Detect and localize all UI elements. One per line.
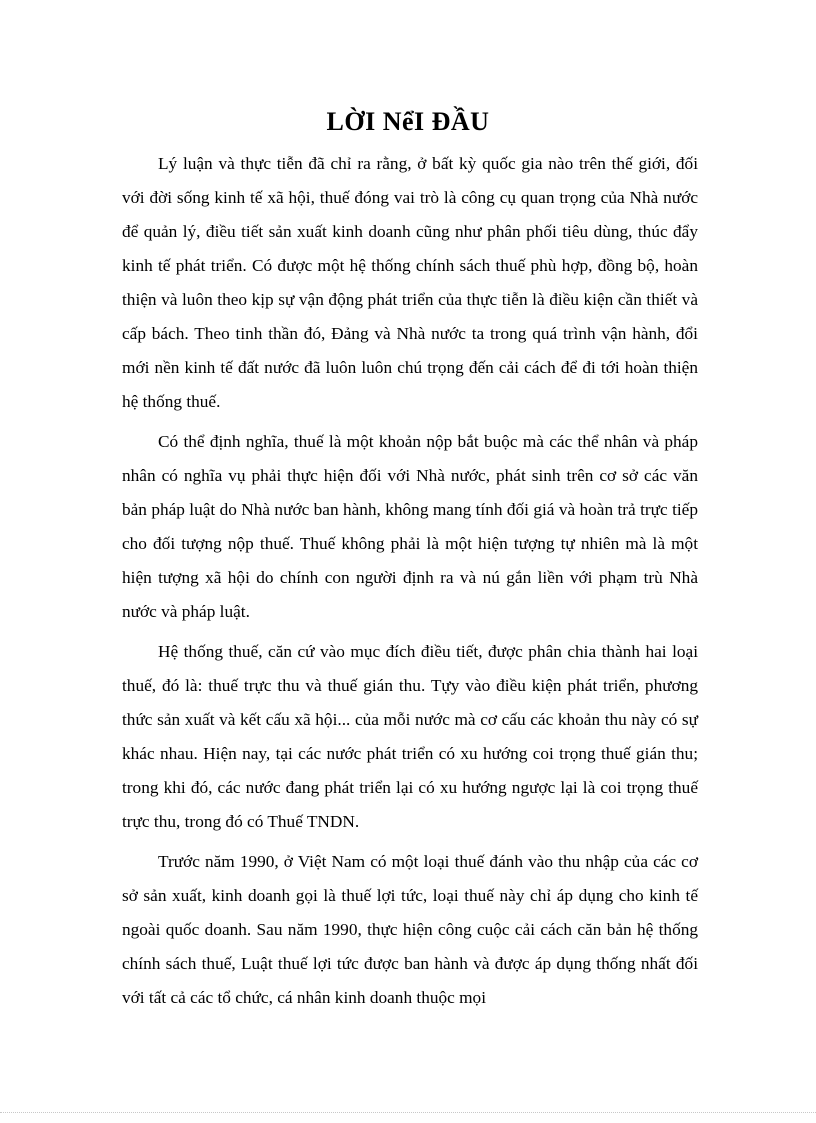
document-body <box>122 147 698 1015</box>
paragraph-2: Có thể định nghĩa, thuế là một khoản nộp bắt buộc mà các thể nhân và pháp nhân có nghĩa vụ phải thực hiện đối với Nhà nước, phát sinh trên cơ sở các văn bản pháp luật do Nhà nước ban hành, không mang tính đối giá và hoàn trả trực tiếp cho đối tượng nộp thuế. Thuế không phải là một hiện tượng tự nhiên mà là một hiện tượng xã hội do chính con người định ra và nú gắn liền với phạm trù Nhà nước và pháp luật. <box>122 432 698 621</box>
page-bottom-divider <box>0 1112 816 1113</box>
page-title: LỜI NểI ĐẦU <box>326 107 490 136</box>
paragraph-4: Trước năm 1990, ở Việt Nam có một loại thuế đánh vào thu nhập của các cơ sở sản xuất, kinh doanh gọi là thuế lợi tức, loại thuế này chỉ áp dụng cho kinh tế ngoài quốc doanh. Sau năm 1990, thực hiện công cuộc cải cách căn bản hệ thống chính sách thuế, Luật thuế lợi tức được ban hành và được áp dụng thống nhất đối với tất cả các tổ chức, cá nhân kinh doanh thuộc mọi <box>122 852 698 1007</box>
paragraph-1: Lý luận và thực tiễn đã chỉ ra rằng, ở bất kỳ quốc gia nào trên thế giới, đối với đời sống kinh tế xã hội, thuế đóng vai trò là công cụ quan trọng của Nhà nước để quản lý, điều tiết sản xuất kinh doanh cũng như phân phối tiêu dùng, thúc đẩy kinh tế phát triển. Có được một hệ thống chính sách thuế phù hợp, đồng bộ, hoàn thiện và luôn theo kịp sự vận động phát triển của thực tiễn là điều kiện cần thiết và cấp bách. Theo tinh thần đó, Đảng và Nhà nước ta trong quá trình vận hành, đổi mới nền kinh tế đất nước đã luôn luôn chú trọng đến cải cách để đi tới hoàn thiện hệ thống thuế. <box>122 154 698 411</box>
paragraph-3: Hệ thống thuế, căn cứ vào mục đích điều tiết, được phân chia thành hai loại thuế, đó là: thuế trực thu và thuế gián thu. Tựy vào điều kiện phát triển, phương thức sản xuất và kết cấu xã hội... của mỗi nước mà cơ cấu các khoản thu này có sự khác nhau. Hiện nay, tại các nước phát triển có xu hướng coi trọng thuế gián thu; trong khi đó, các nước đang phát triển lại có xu hướng ngược lại là coi trọng thuế trực thu, trong đó có Thuế TNDN. <box>122 642 698 831</box>
